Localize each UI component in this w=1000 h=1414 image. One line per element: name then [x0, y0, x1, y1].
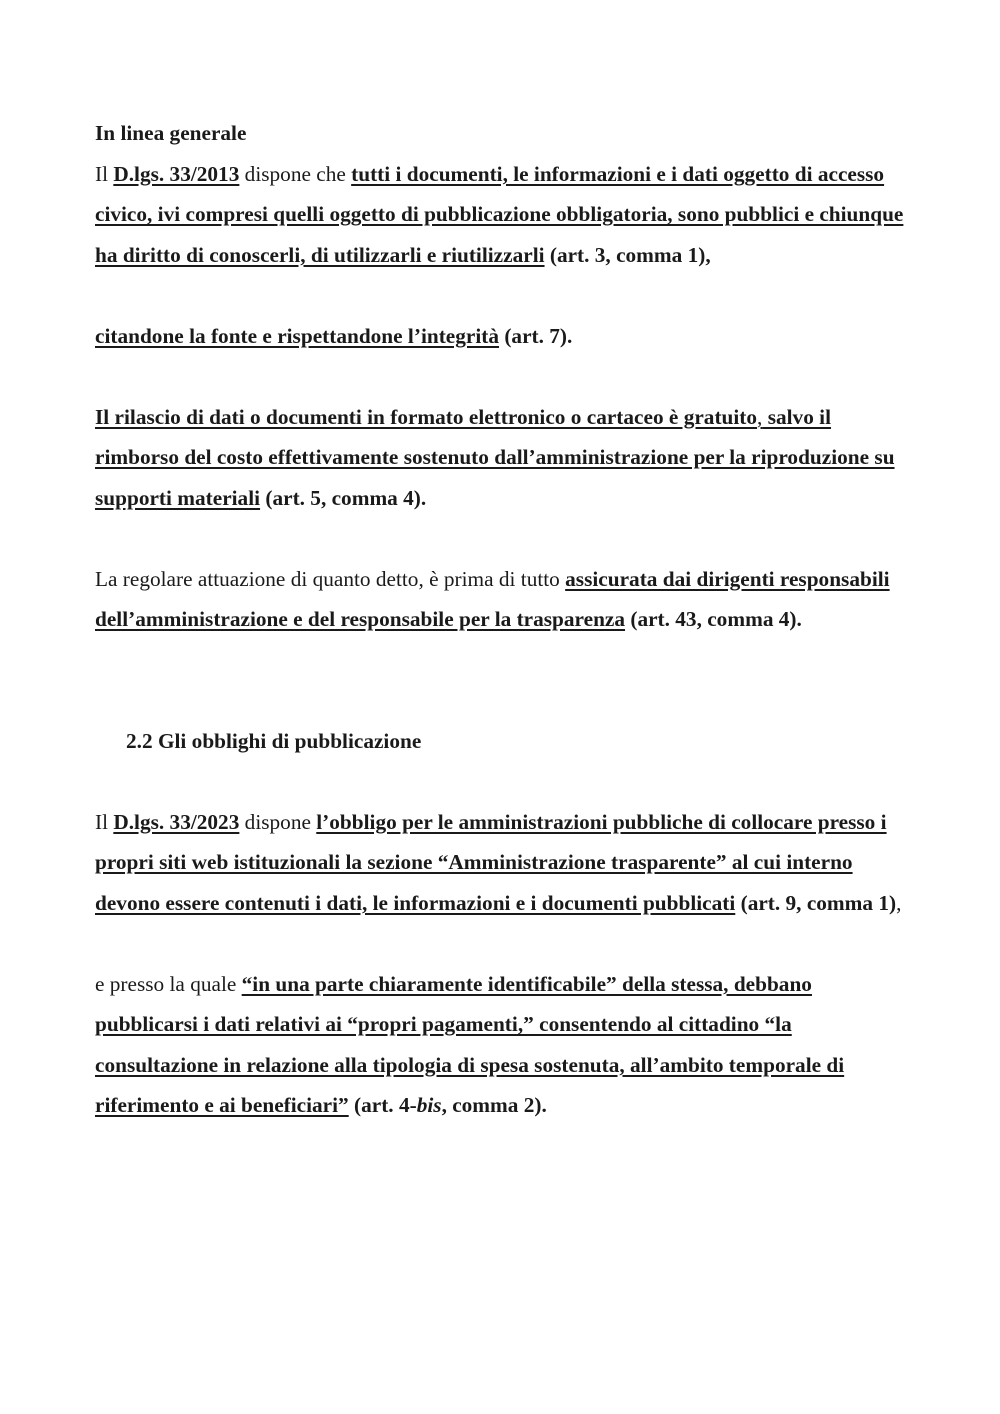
paragraph-open-data [95, 154, 910, 276]
law-reference: D.lgs. 33/2023 [113, 809, 240, 834]
emphasized-text: assicurata dai dirigenti responsabili dell’amministrazione e del responsabile per la trasparenza [95, 566, 890, 631]
article-reference: (art. 4- [348, 1093, 417, 1117]
paragraph-transparency-section [95, 802, 910, 924]
comma: , [757, 404, 763, 429]
paragraph-source-integrity [95, 316, 910, 357]
spacer [95, 761, 910, 802]
law-reference: D.lgs. 33/2013 [113, 161, 240, 186]
spacer [95, 356, 910, 397]
emphasized-text: tutti i documenti, le informazioni e i dati oggetto di accesso civico, ivi compresi quelli oggetto di pubblicazione obbligatoria, sono pubblici e chiunque ha diritto di conoscerli, di utilizzarli e riutilizzarli [95, 161, 904, 267]
document-page [95, 113, 910, 1126]
emphasized-text: Il rilascio di dati o documenti in formato elettronico o cartaceo è gratuito [95, 404, 758, 429]
emphasized-text: salvo il rimborso del costo effettivamente sostenuto dall’amministrazione per la riproduzione su supporti materiali [95, 404, 895, 510]
text: Il [95, 809, 114, 834]
article-reference: (art. 43, comma 4). [625, 607, 802, 631]
text: , [896, 890, 902, 915]
article-reference: (art. 5, comma 4). [260, 485, 427, 510]
article-reference: , comma 2). [441, 1093, 547, 1117]
text: dispone [239, 809, 317, 834]
section-heading-publication: 2.2 Gli obblighi di pubblicazione [126, 728, 422, 753]
text: Il [95, 161, 114, 186]
spacer [95, 923, 910, 964]
paragraph-payments [95, 964, 910, 1126]
spacer [95, 275, 910, 316]
text: e presso la quale [95, 971, 242, 996]
paragraph-free-release [95, 397, 910, 519]
emphasized-text: l’obbligo per le amministrazioni pubbliche di collocare presso i propri siti web istituzionali la sezione “Amministrazione trasparente” al cui interno devono essere contenuti i dati, le informazioni e i documenti pubblicati [95, 809, 887, 915]
article-reference: (art. 3, comma 1), [544, 242, 711, 267]
text: dispone che [239, 161, 352, 186]
section-heading-general: In linea generale [95, 121, 247, 145]
article-reference: (art. 9, comma 1) [735, 890, 897, 915]
article-reference-italic: bis [416, 1093, 442, 1117]
emphasized-text: citandone la fonte e rispettandone l’integrità [95, 323, 500, 348]
article-reference: (art. 7). [499, 323, 573, 348]
paragraph-implementation [95, 559, 910, 640]
spacer [95, 640, 910, 721]
emphasized-text: “in una parte chiaramente identificabile” della stessa, debbano pubblicarsi i dati relativi ai “propri pagamenti,” consentendo al cittadino “la consultazione in relazione alla tipologia di spesa sostenuta, all’ambito temporale di riferimento e ai beneficiari” [95, 971, 845, 1117]
text: La regolare attuazione di quanto detto, è prima di tutto [95, 566, 566, 591]
spacer [95, 518, 910, 559]
